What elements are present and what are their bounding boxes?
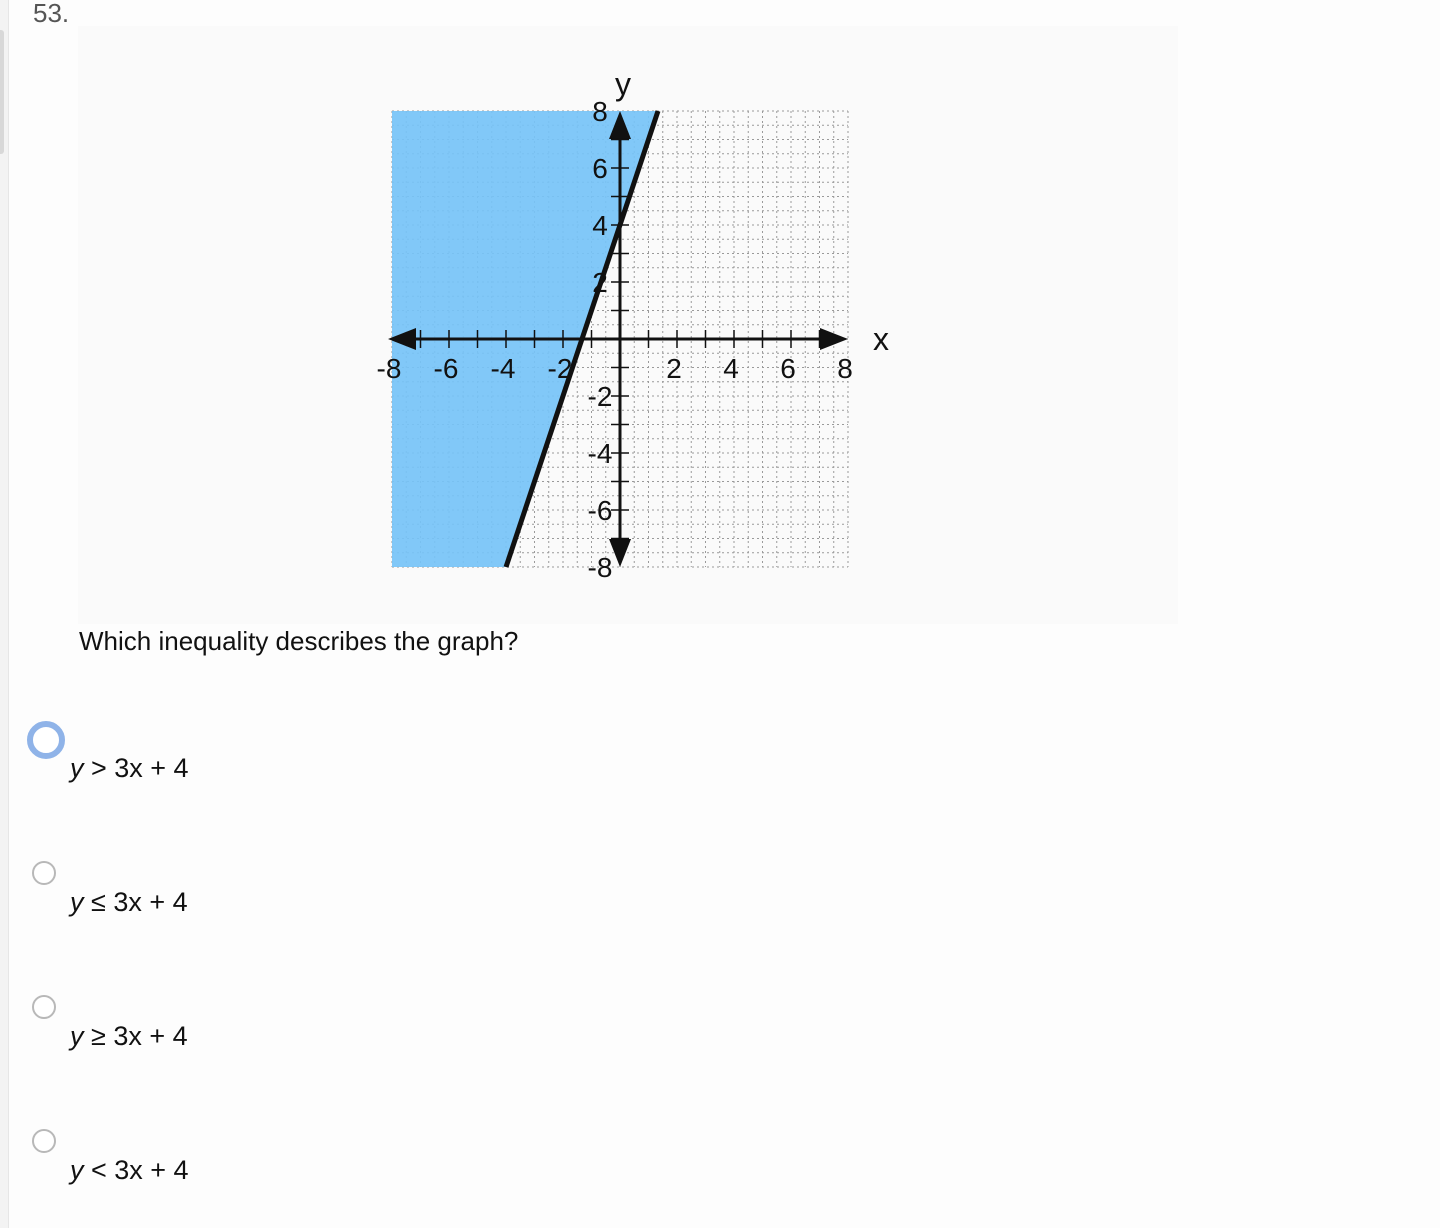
choice-3-label[interactable]: y ≥ 3x + 4 xyxy=(70,1021,188,1051)
radio-button-2[interactable] xyxy=(32,861,56,885)
x-tick-label: -2 xyxy=(547,353,573,384)
x-tick-label: -4 xyxy=(490,353,516,384)
radio-button-3[interactable] xyxy=(32,995,56,1019)
choice-2-label[interactable]: y ≤ 3x + 4 xyxy=(70,887,188,917)
choice-1[interactable] xyxy=(0,715,700,805)
choice-4[interactable] xyxy=(0,1117,700,1207)
x-tick-label: 6 xyxy=(780,353,796,384)
choice-1-label[interactable]: y > 3x + 4 xyxy=(70,753,189,783)
y-tick-label: -8 xyxy=(587,552,613,583)
radio-button-4[interactable] xyxy=(32,1129,56,1153)
x-axis-label: x xyxy=(873,321,889,357)
x-tick-label: -6 xyxy=(433,353,459,384)
scroll-tab xyxy=(0,30,4,154)
y-tick-label: -6 xyxy=(587,495,613,526)
radio-button-1[interactable] xyxy=(27,721,65,759)
y-tick-label: 6 xyxy=(592,153,608,184)
y-tick-label: 2 xyxy=(592,267,608,298)
y-axis-label: y xyxy=(615,66,631,102)
x-tick-label: -8 xyxy=(376,353,402,384)
choice-2[interactable] xyxy=(0,849,700,939)
choice-3[interactable] xyxy=(0,983,700,1073)
inequality-graph xyxy=(362,64,889,584)
x-tick-label: 4 xyxy=(723,353,739,384)
choice-4-label[interactable]: y < 3x + 4 xyxy=(70,1155,189,1185)
y-tick-label: 4 xyxy=(592,210,608,241)
y-tick-label: 8 xyxy=(592,96,608,127)
y-tick-label: -4 xyxy=(587,438,613,469)
question-prompt: Which inequality describes the graph? xyxy=(79,626,519,656)
x-tick-label: 2 xyxy=(666,353,682,384)
x-tick-label: 8 xyxy=(837,353,853,384)
y-tick-label: -2 xyxy=(587,381,613,412)
question-number: 53. xyxy=(33,0,70,28)
